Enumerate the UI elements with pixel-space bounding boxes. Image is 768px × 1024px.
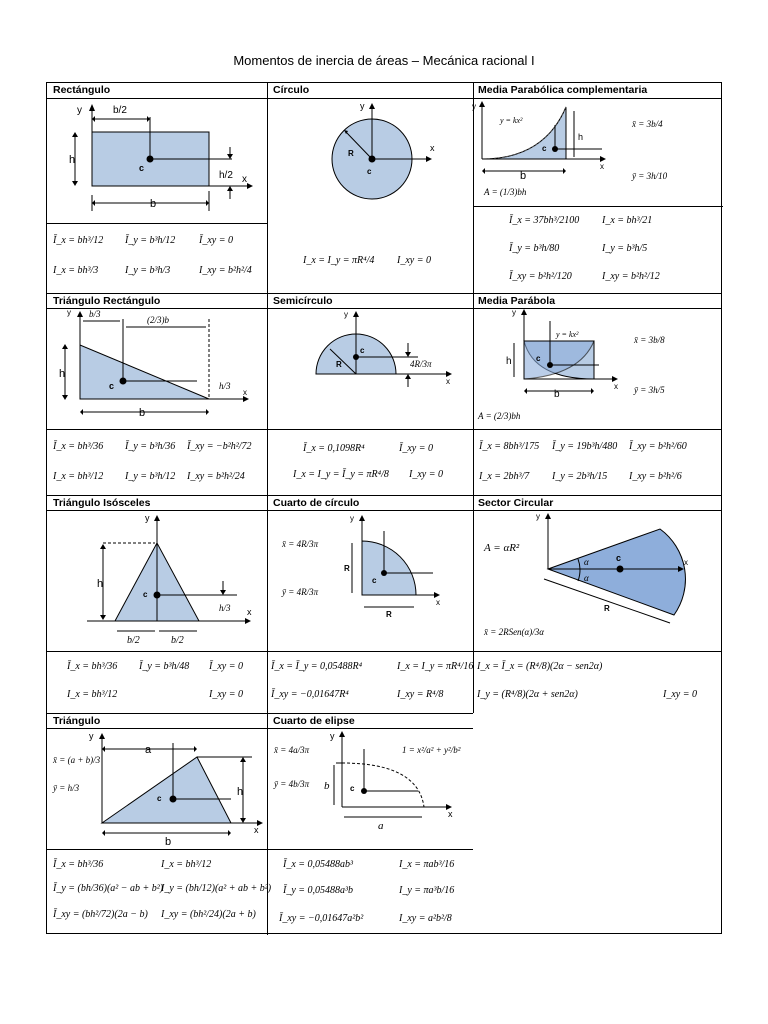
hp-curve-label: y = kx² xyxy=(556,330,579,339)
qc-xbar: x̄ = 4R/3π xyxy=(282,539,319,549)
sc-formula-2: Ī_xy = 0 xyxy=(399,443,433,454)
sc-offset-label: 4R/3π xyxy=(410,359,432,369)
iso-formula-4: I_x = bh³/12 xyxy=(67,689,118,700)
tri-ybar: ȳ = h/3 xyxy=(53,783,80,793)
spc-area: A = (1/3)bh xyxy=(484,187,527,197)
iso-b2-right: b/2 xyxy=(171,635,184,646)
qe-formula-3: Ī_y = 0,05488a³b xyxy=(283,885,354,896)
spc-formula-4: I_y = b³h/5 xyxy=(602,243,648,254)
qc-r-vertical: R xyxy=(344,564,350,573)
qc-formula-2: I_x = I_y = πR⁴/16 xyxy=(397,661,474,672)
spc-formula-1: Ī_x = 37bh³/2100 xyxy=(509,215,580,226)
hp-formula-4: I_x = 2bh³/7 xyxy=(479,471,530,482)
iso-y-label: y xyxy=(145,513,150,523)
spc-centroid-label: c xyxy=(542,144,547,153)
rt-formula-4: I_x = bh³/12 xyxy=(53,471,104,482)
sector-alpha-top: α xyxy=(584,557,589,567)
circle-r-label: R xyxy=(348,149,354,158)
half-parabola-figure xyxy=(474,309,723,429)
tri-h-label: h xyxy=(237,786,244,798)
rt-x-label: x xyxy=(243,388,247,397)
qe-formula-6: I_xy = a²b²/8 xyxy=(399,913,452,924)
rect-half-h-label: h/2 xyxy=(219,170,233,181)
qe-ybar: ȳ = 4b/3π xyxy=(274,779,310,789)
rect-half-b-label: b/2 xyxy=(113,105,127,116)
tri-x-label: x xyxy=(254,825,259,835)
rect-formula-6: I_xy = b²h²/4 xyxy=(199,265,252,276)
sc-formula-3: I_x = I_y = Ī_y = πR⁴/8 xyxy=(293,469,389,480)
rect-x-label: x xyxy=(242,174,247,185)
rt-2b3-label: (2/3)b xyxy=(147,315,169,325)
qe-formula-4: I_y = πa³b/16 xyxy=(399,885,455,896)
sector-formula-3: I_xy = 0 xyxy=(663,689,697,700)
qc-x-label: x xyxy=(436,598,440,607)
qe-y-label: y xyxy=(330,731,335,741)
rt-b3-label: b/3 xyxy=(89,309,101,319)
rt-b-label: b xyxy=(139,407,146,419)
iso-formula-5: I_xy = 0 xyxy=(209,689,243,700)
tri-formula-1: Ī_x = bh³/36 xyxy=(53,859,104,870)
spc-formula-6: I_xy = b²h²/12 xyxy=(602,271,660,282)
hp-centroid-label: c xyxy=(536,354,541,363)
rect-formula-5: I_y = b³h/3 xyxy=(125,265,171,276)
iso-h-label: h xyxy=(97,578,104,590)
header-circle: Círculo xyxy=(273,84,310,96)
rt-y-label: y xyxy=(67,308,71,317)
iso-b2-left: b/2 xyxy=(127,635,140,646)
hp-formula-2: Ī_y = 19b³h/480 xyxy=(552,441,618,452)
header-right-triangle: Triángulo Rectángulo xyxy=(53,295,161,307)
sector-r-label: R xyxy=(604,604,610,613)
hp-y-label: y xyxy=(512,308,516,317)
quarter-circle-figure xyxy=(268,511,473,651)
sc-y-label: y xyxy=(344,310,348,319)
qe-b-label: b xyxy=(324,780,330,792)
header-quarter-circle: Cuarto de círculo xyxy=(273,497,360,509)
rect-centroid-label: c xyxy=(139,163,145,173)
tri-y-label: y xyxy=(89,731,94,741)
sector-alpha-bottom: α xyxy=(584,573,589,583)
header-circular-sector: Sector Circular xyxy=(478,497,554,509)
header-isosceles-triangle: Triángulo Isósceles xyxy=(53,497,151,509)
rect-h-label: h xyxy=(69,154,76,166)
rt-h3-label: h/3 xyxy=(219,381,231,391)
header-rectangle: Rectángulo xyxy=(53,84,111,96)
hp-formula-5: I_y = 2b³h/15 xyxy=(552,471,608,482)
right-triangle-figure xyxy=(47,309,267,429)
rect-formula-3: Ī_xy = 0 xyxy=(199,235,233,246)
qe-a-label: a xyxy=(378,820,384,832)
qc-r-horizontal: R xyxy=(386,610,392,619)
spc-x-label: x xyxy=(600,162,604,171)
hp-ybar: ȳ = 3h/5 xyxy=(634,385,665,395)
sector-formula-1: I_x = Ī_x = (R⁴/8)(2α − sen2α) xyxy=(477,661,603,672)
spc-ybar: ȳ = 3h/10 xyxy=(632,171,668,181)
qe-centroid-label: c xyxy=(350,784,355,793)
spc-h-label: h xyxy=(578,132,584,142)
rt-formula-2: Ī_y = b³h/36 xyxy=(125,441,176,452)
spc-formula-3: Ī_y = b³h/80 xyxy=(509,243,560,254)
rect-formula-4: I_x = bh³/3 xyxy=(53,265,99,276)
hp-b-label: b xyxy=(554,389,560,400)
rt-formula-1: Ī_x = bh³/36 xyxy=(53,441,104,452)
sc-formula-4: I_xy = 0 xyxy=(409,469,443,480)
iso-h3-label: h/3 xyxy=(219,603,231,613)
iso-centroid-label: c xyxy=(143,590,148,599)
formula-table xyxy=(46,82,722,934)
qe-formula-5: Ī_xy = −0,01647a²b² xyxy=(279,913,364,924)
rect-b-label: b xyxy=(150,198,157,210)
qc-y-label: y xyxy=(350,514,354,523)
sector-area: A = αR² xyxy=(484,542,520,554)
tri-xbar: x̄ = (a + b)/3 xyxy=(53,755,101,765)
qc-formula-1: Ī_x = Ī_y = 0,05488R⁴ xyxy=(271,661,363,672)
qc-centroid-label: c xyxy=(372,576,377,585)
sector-y-label: y xyxy=(536,512,540,521)
spc-formula-5: Ī_xy = b²h²/120 xyxy=(509,271,572,282)
circle-x-label: x xyxy=(430,143,435,153)
hp-formula-3: Ī_xy = b²h²/60 xyxy=(629,441,687,452)
hp-formula-1: Ī_x = 8bh³/175 xyxy=(479,441,540,452)
hp-h-label: h xyxy=(506,356,512,367)
sector-centroid-label: c xyxy=(616,553,622,563)
header-semicircle: Semicírculo xyxy=(273,295,333,307)
tri-b-label: b xyxy=(165,836,172,848)
spc-formula-2: I_x = bh³/21 xyxy=(602,215,653,226)
tri-a-label: a xyxy=(145,744,152,756)
sc-x-label: x xyxy=(446,377,450,386)
iso-formula-3: Ī_xy = 0 xyxy=(209,661,243,672)
sc-formula-1: Ī_x = 0,1098R⁴ xyxy=(303,443,365,454)
circle-formula-1: I_x = I_y = πR⁴/4 xyxy=(303,255,375,266)
sc-centroid-label: c xyxy=(360,346,365,355)
circular-sector-figure xyxy=(474,511,723,651)
hp-xbar: x̄ = 3b/8 xyxy=(634,335,665,345)
qe-x-label: x xyxy=(448,809,453,819)
tri-formula-2: I_x = bh³/12 xyxy=(161,859,212,870)
qe-formula-2: I_x = πab³/16 xyxy=(399,859,455,870)
spc-xbar: x̄ = 3b/4 xyxy=(632,119,663,129)
qe-formula-1: Ī_x = 0,05488ab³ xyxy=(283,859,354,870)
rect-formula-2: Ī_y = b³h/12 xyxy=(125,235,176,246)
circle-formula-2: I_xy = 0 xyxy=(397,255,431,266)
tri-formula-4: I_y = (bh/12)(a² + ab + b²) xyxy=(161,883,272,894)
semicircle-figure xyxy=(268,309,473,429)
iso-formula-2: Ī_y = b³h/48 xyxy=(139,661,190,672)
header-quarter-ellipse: Cuarto de elipse xyxy=(273,715,355,727)
header-half-parabola: Media Parábola xyxy=(478,295,556,307)
spc-curve-label: y = kx² xyxy=(500,116,523,125)
sc-r-label: R xyxy=(336,360,342,369)
tri-formula-6: I_xy = (bh²/24)(2a + b) xyxy=(161,909,256,920)
hp-area: A = (2/3)bh xyxy=(478,411,521,421)
tri-centroid-label: c xyxy=(157,794,162,803)
rt-h-label: h xyxy=(59,368,66,380)
header-semiparabola-complementary: Media Parabólica complementaria xyxy=(478,84,648,96)
iso-formula-1: Ī_x = bh³/36 xyxy=(67,661,118,672)
tri-formula-3: Ī_y = (bh/36)(a² − ab + b²) xyxy=(53,883,164,894)
rectangle-figure xyxy=(47,99,267,223)
qc-formula-3: Ī_xy = −0,01647R⁴ xyxy=(271,689,349,700)
hp-x-label: x xyxy=(614,382,618,391)
page-title: Momentos de inercia de áreas – Mecánica racional I xyxy=(233,53,535,68)
spc-b-label: b xyxy=(520,170,527,182)
semiparabola-complementary-figure xyxy=(474,99,723,206)
qc-ybar: ȳ = 4R/3π xyxy=(282,587,319,597)
sector-x-label: x xyxy=(684,558,688,567)
circle-y-label: y xyxy=(360,101,365,111)
sector-xbar: x̄ = 2RSen(α)/3α xyxy=(484,627,545,637)
rt-formula-6: I_xy = b²h²/24 xyxy=(187,471,245,482)
hp-formula-6: I_xy = b²h²/6 xyxy=(629,471,682,482)
qe-equation: 1 = x²/a² + y²/b² xyxy=(402,745,461,755)
qc-formula-4: I_xy = R⁴/8 xyxy=(397,689,444,700)
sector-formula-2: I_y = (R⁴/8)(2α + sen2α) xyxy=(477,689,578,700)
circle-centroid-label: c xyxy=(367,167,372,176)
rt-formula-3: Ī_xy = −b²h²/72 xyxy=(187,441,252,452)
rt-formula-5: I_y = b³h/12 xyxy=(125,471,176,482)
rect-formula-1: Ī_x = bh³/12 xyxy=(53,235,104,246)
rect-y-label: y xyxy=(77,105,82,116)
tri-formula-5: Ī_xy = (bh²/72)(2a − b) xyxy=(53,909,148,920)
qe-xbar: x̄ = 4a/3π xyxy=(274,745,310,755)
quarter-ellipse-figure xyxy=(268,729,473,849)
header-triangle: Triángulo xyxy=(53,715,101,727)
iso-x-label: x xyxy=(247,607,252,617)
spc-y-label: y xyxy=(472,102,476,111)
isosceles-triangle-figure xyxy=(47,511,267,651)
triangle-figure xyxy=(47,729,267,849)
rt-centroid-label: c xyxy=(109,381,115,391)
